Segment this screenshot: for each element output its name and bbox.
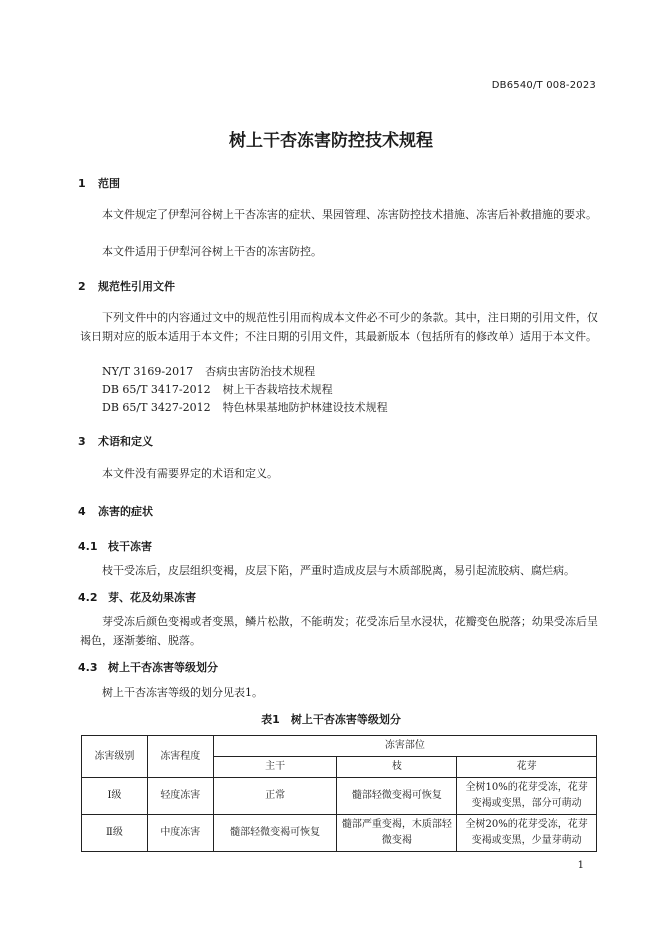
section-4-2-heading <box>78 589 196 605</box>
table-caption: 表1 树上干杏冻害等级划分 <box>261 713 401 726</box>
reference-item <box>102 380 333 399</box>
section-title: 规范性引用文件 <box>98 280 175 293</box>
section-title: 范围 <box>98 177 120 190</box>
header-part: 冻害部位 <box>213 736 596 757</box>
reference-item <box>102 398 388 417</box>
section-4-1-heading <box>78 538 152 554</box>
section-2-heading <box>78 278 175 294</box>
reference-item <box>102 362 315 381</box>
cell-bud: 全树10%的花芽受冻，花芽变褐或变黑，部分可萌动 <box>457 778 597 815</box>
document-code: DB6540/T 008-2023 <box>491 80 596 91</box>
section-4-heading <box>78 503 153 519</box>
section-4-2-paragraph: 芽受冻后颜色变褐或者变黑，鳞片松散，不能萌发；花受冻后呈水浸状，花瓣变色脱落；幼果受冻后呈褐色，逐渐萎缩、脱落。 <box>80 615 598 647</box>
section-number: 4.1 <box>78 540 98 553</box>
section-title: 冻害的症状 <box>98 505 153 518</box>
section-title: 芽、花及幼果冻害 <box>108 591 196 604</box>
section-number: 4 <box>78 505 86 518</box>
cell-branch: 髓部严重变褐，木质部轻微变褐 <box>337 815 457 852</box>
header-bud: 花芽 <box>457 757 597 778</box>
section-number: 1 <box>78 177 86 190</box>
section-4-3-heading <box>78 659 218 675</box>
section-1-paragraph-2: 本文件适用于伊犁河谷树上干杏的冻害防控。 <box>102 245 322 258</box>
reference-name: 树上干杏栽培技术规程 <box>222 383 333 396</box>
table-row <box>82 815 597 852</box>
document-title: 树上干杏冻害防控技术规程 <box>229 131 433 151</box>
cell-grade: Ⅰ级 <box>82 778 148 815</box>
reference-name: 特色林果基地防护林建设技术规程 <box>222 401 388 414</box>
page-number: 1 <box>577 860 584 871</box>
section-number: 4.2 <box>78 591 98 604</box>
header-branch: 枝 <box>337 757 457 778</box>
section-2-paragraph-1: 下列文件中的内容通过文中的规范性引用而构成本文件必不可少的条款。其中，注日期的引用文件，仅该日期对应的版本适用于本文件；不注日期的引用文件，其最新版本（包括所有的修改单）适用于本文件。 <box>80 311 598 343</box>
section-number: 4.3 <box>78 661 98 674</box>
frost-grade-table <box>81 735 597 852</box>
section-3-heading <box>78 433 153 449</box>
header-grade: 冻害级别 <box>82 736 148 778</box>
cell-degree: 中度冻害 <box>147 815 213 852</box>
cell-degree: 轻度冻害 <box>147 778 213 815</box>
cell-bud: 全树20%的花芽受冻，花芽变褐或变黑，少量芽萌动 <box>457 815 597 852</box>
section-1-heading <box>78 175 120 191</box>
cell-grade: Ⅱ级 <box>82 815 148 852</box>
table-row <box>82 778 597 815</box>
header-degree: 冻害程度 <box>147 736 213 778</box>
section-number: 3 <box>78 435 86 448</box>
section-1-paragraph-1: 本文件规定了伊犁河谷树上干杏冻害的症状、果园管理、冻害防控技术措施、冻害后补救措施的要求。 <box>102 208 597 221</box>
section-title: 术语和定义 <box>98 435 153 448</box>
section-title: 树上干杏冻害等级划分 <box>108 661 218 674</box>
reference-code: DB 65/T 3417-2012 <box>102 383 211 396</box>
section-4-1-paragraph: 枝干受冻后，皮层组织变褐，皮层下陷，严重时造成皮层与木质部脱离，易引起流胶病、腐烂病。 <box>102 564 575 577</box>
cell-branch: 髓部轻微变褐可恢复 <box>337 778 457 815</box>
section-title: 枝干冻害 <box>108 540 152 553</box>
section-4-3-paragraph: 树上干杏冻害等级的划分见表1。 <box>102 686 263 699</box>
section-3-paragraph-1: 本文件没有需要界定的术语和定义。 <box>102 467 278 480</box>
reference-code: DB 65/T 3427-2012 <box>102 401 211 414</box>
reference-code: NY/T 3169-2017 <box>102 365 194 378</box>
reference-name: 杏病虫害防治技术规程 <box>205 365 316 378</box>
cell-trunk: 髓部轻微变褐可恢复 <box>213 815 337 852</box>
section-number: 2 <box>78 280 86 293</box>
cell-trunk: 正常 <box>213 778 337 815</box>
header-trunk: 主干 <box>213 757 337 778</box>
